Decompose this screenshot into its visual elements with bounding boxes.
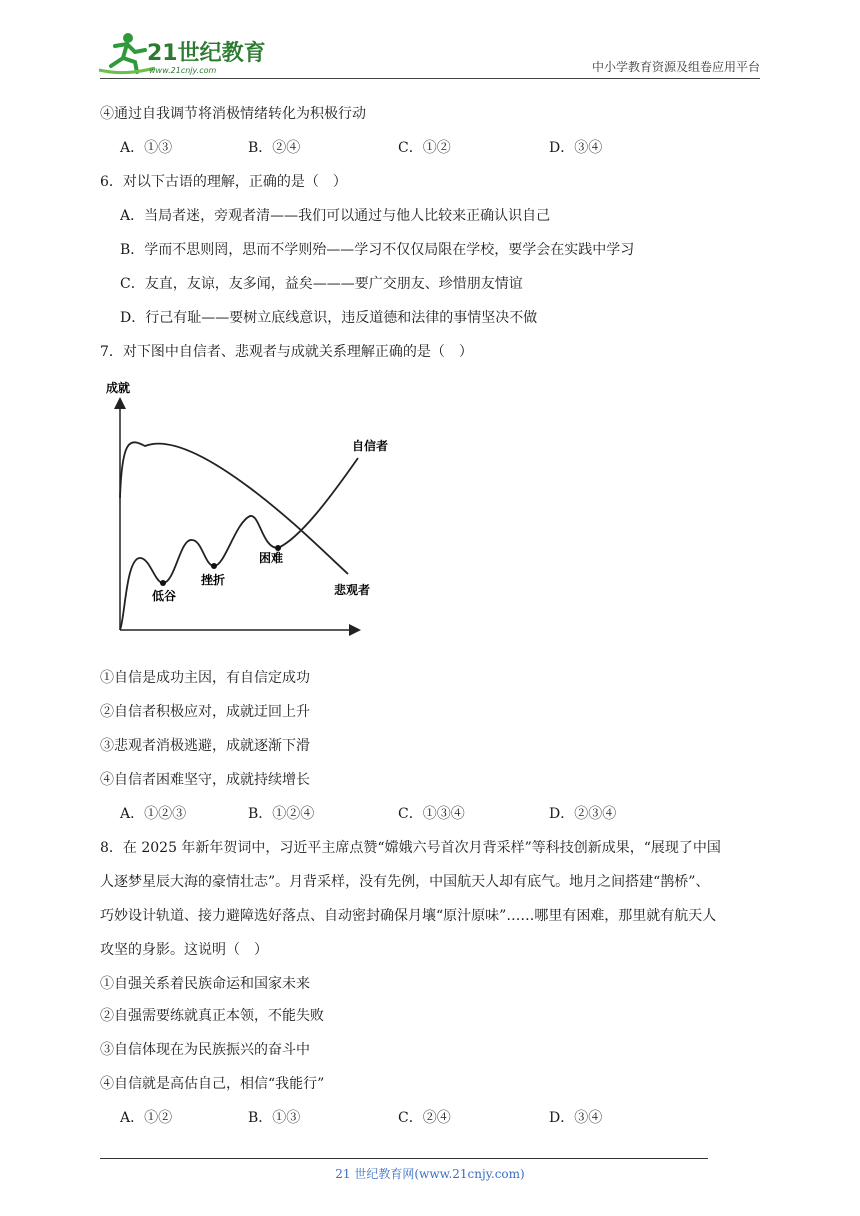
q7-item-1: ①自信是成功主因，有自信定成功	[100, 670, 310, 686]
setback-label: 挫折	[201, 573, 226, 587]
q7-option-c: C．①③④	[398, 806, 465, 822]
confident-curve	[120, 458, 358, 630]
q7-item-2: ②自信者积极应对，成就迂回上升	[100, 704, 310, 720]
q7-option-b: B．①②④	[248, 806, 315, 822]
q8-option-d: D．③④	[549, 1110, 603, 1126]
trough-point	[160, 580, 166, 586]
q8-line-1: 8．在 2025 年新年贺词中，习近平主席点赞“嫦娥六号首次月背采样”等科技创新成果，“展现了中国	[100, 840, 721, 856]
q5-option-d: D．③④	[549, 140, 603, 156]
q7-stem: 7．对下图中自信者、悲观者与成就关系理解正确的是（ ）	[100, 344, 473, 360]
q5-item-4: ④通过自我调节将消极情绪转化为积极行动	[100, 106, 366, 122]
q6-option-d: D．行己有耻——要树立底线意识，违反道德和法律的事情坚决不做	[120, 310, 538, 326]
q6-option-b: B．学而不思则罔，思而不学则殆——学习不仅仅局限在学校，要学会在实践中学习	[120, 242, 635, 258]
logo-main-text: 21世纪教育	[147, 41, 266, 66]
q6-stem: 6．对以下古语的理解，正确的是（ ）	[100, 174, 347, 190]
page-header	[95, 28, 760, 78]
q7-option-a: A．①②③	[120, 806, 187, 822]
logo-url-text: www.21cnjy.com	[149, 66, 217, 75]
q7-item-3: ③悲观者消极逃避，成就逐渐下滑	[100, 738, 310, 754]
q7-item-4: ④自信者困难坚守，成就持续增长	[100, 772, 310, 788]
pessimist-label: 悲观者	[334, 583, 371, 597]
q8-item-4: ④自信就是高估自己，相信“我能行”	[100, 1076, 325, 1092]
q6-option-c: C．友直，友谅，友多闻，益矣———要广交朋友、珍惜朋友情谊	[120, 276, 523, 292]
y-axis-label: 成就	[106, 381, 131, 395]
q7-option-d: D．②③④	[549, 806, 617, 822]
footer-divider	[100, 1158, 708, 1159]
q8-option-b: B．①③	[248, 1110, 301, 1126]
footer-link[interactable]: 21 世纪教育网(www.21cnjy.com)	[335, 1167, 525, 1181]
q5-option-a: A．①③	[120, 140, 173, 156]
q8-line-2: 人逐梦星辰大海的豪情壮志”。月背采样，没有先例，中国航天人却有底气。地月之间搭建“鹊桥”、	[100, 874, 710, 890]
q5-option-b: B．②④	[248, 140, 301, 156]
trough-label: 低谷	[152, 589, 177, 603]
q8-item-3: ③自信体现在为民族振兴的奋斗中	[100, 1042, 310, 1058]
q8-option-c: C．②④	[398, 1110, 451, 1126]
difficulty-label: 困难	[259, 551, 284, 565]
confident-label: 自信者	[352, 439, 389, 453]
pessimist-curve	[120, 442, 348, 574]
q8-line-3: 巧妙设计轨道、接力避障选好落点、自动密封确保月壤“原汁原味”……哪里有困难，那里就有航天人	[100, 908, 717, 924]
header-platform-text: 中小学教育资源及组卷应用平台	[591, 60, 760, 74]
setback-point	[211, 563, 217, 569]
achievement-curve-figure	[100, 378, 389, 640]
logo	[95, 28, 265, 76]
q8-item-1: ①自强关系着民族命运和国家未来	[100, 976, 310, 992]
header-divider	[100, 78, 760, 79]
q5-option-c: C．①②	[398, 140, 451, 156]
q8-line-4: 攻坚的身影。这说明（ ）	[100, 942, 268, 958]
q8-option-a: A．①②	[120, 1110, 173, 1126]
q8-item-2: ②自强需要练就真正本领，不能失败	[100, 1008, 324, 1024]
q6-option-a: A．当局者迷，旁观者清——我们可以通过与他人比较来正确认识自己	[120, 208, 551, 224]
